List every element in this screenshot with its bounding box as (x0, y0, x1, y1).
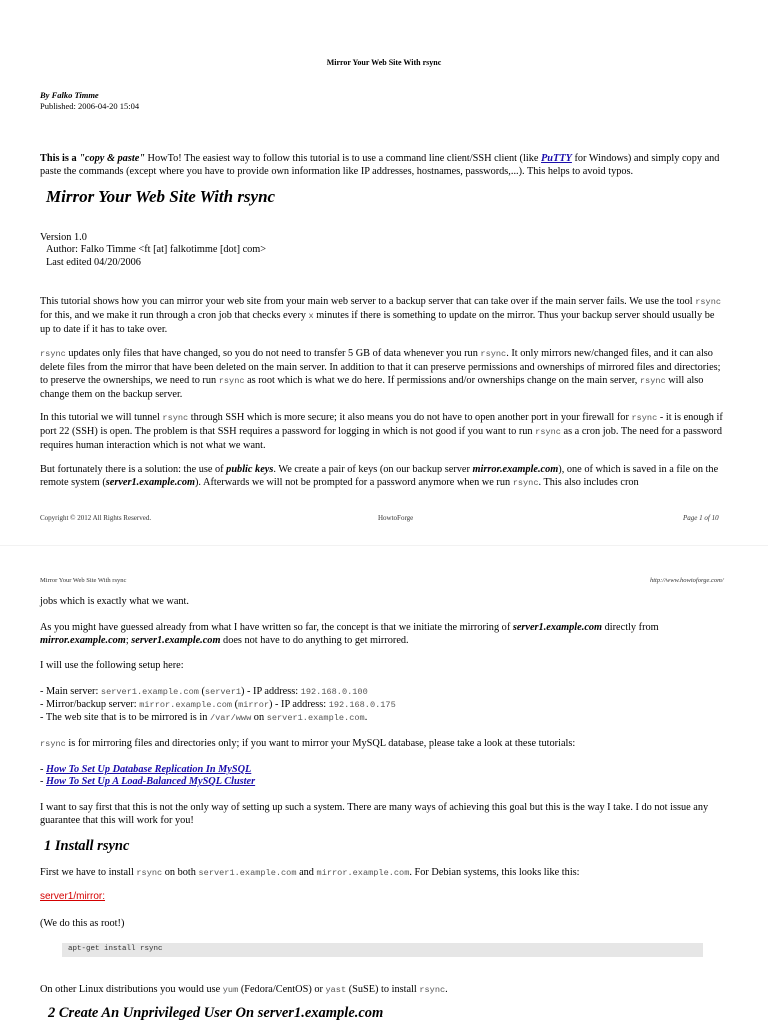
page-header-title: Mirror Your Web Site With rsync (326, 58, 442, 67)
main-title: Mirror Your Web Site With rsync (46, 187, 276, 206)
command-text: apt-get install rsync (68, 945, 163, 953)
as-root-note: (We do this as root!) (40, 918, 125, 929)
paragraph-4: But fortunately there is a solution: the use of public keys. We create a pair of keys (on our backup server mirror.example.com), one of which is saved in a file on the remote system (server1.example.com). Afterwards we will not be prompted for a password anymore when we run rsync. This also includes cron (40, 464, 719, 488)
link-mysql-cluster[interactable]: How To Set Up A Load-Balanced MySQL Cluster (46, 776, 256, 787)
code-rsync: rsync (695, 297, 722, 307)
paragraph-5: As you might have guessed already from what I have written so far, the concept is that we initiate the mirroring of server1.example.com directly from mirror.example.com; server1.example.com does not have to do anything to get mirrored. (40, 622, 659, 646)
footer-page-number: Page 1 of 10 (683, 514, 719, 522)
intro-text-2: for Windows) and simply copy and paste the commands (except where you have to provide own information like IP addresses, hostnames, passwords,...). This helps to avoid typos. (40, 153, 720, 177)
section-1-title: 1 Install rsync (44, 838, 130, 854)
code-block (62, 943, 703, 957)
copy-paste-emphasis: "copy & paste" (79, 153, 145, 164)
footer-copyright: Copyright © 2012 All Rights Reserved. (40, 514, 152, 522)
setup-line-main: - Main server: server1.example.com (server1) - IP address: 192.168.0.100 (40, 686, 368, 697)
continued-text: jobs which is exactly what we want. (40, 596, 189, 607)
paragraph-6: rsync is for mirroring files and directories only; if you want to mirror your MySQL database, please take a look at these tutorials: (40, 738, 576, 749)
paragraph-3: In this tutorial we will tunnel rsync through SSH which is more secure; it also means you do not have to open another port in your firewall for rsync - it is enough if port 22 (SSH) is open. The problem is that SSH requires a password for logging in which is not good if you want to run rsync as a cron job. The need for a password requires human interaction which is not what we want. (40, 412, 723, 451)
published-date: Published: 2006-04-20 15:04 (40, 101, 140, 111)
paragraph-2: rsync updates only files that have changed, so you do not need to transfer 5 GB of data whenever you run rsync. It only mirrors new/changed files, and it can also delete files from the mirror that have been deleted on the main server. In addition to that it can preserve permissions and ownerships of mirrored files and directories; to preserve the ownerships, we need to run rsync as root which is what we do here. If permissions and/or ownerships change on the main server, rsync will also change them on the backup server. (40, 348, 721, 400)
putty-link[interactable]: PuTTY (541, 153, 572, 164)
footer-site: HowtoForge (378, 514, 414, 522)
page2-header-right: http://www.howtoforge.com/ (650, 577, 724, 584)
server-label: server1/mirror: (40, 891, 106, 902)
paragraph-1: This tutorial shows how you can mirror your web site from your main web server to a backup server that can take over if the main server fails. We use the tool rsync for this, and we make it run through a cron job that checks every x minutes if there is something to update on the mirror. Thus your backup server should usually be up to date if it has to take over. (40, 296, 722, 335)
page-break (0, 545, 768, 546)
link-database-replication[interactable]: How To Set Up Database Replication In MySQL (46, 764, 252, 775)
setup-intro: I will use the following setup here: (40, 660, 184, 671)
author: Author: Falko Timme <ft [at] falkotimme [dot] com> (46, 244, 267, 255)
tutorial-link-1: - How To Set Up Database Replication In MySQL (40, 764, 252, 775)
paragraph-7: First we have to install rsync on both server1.example.com and mirror.example.com. For Debian systems, this looks like this: (40, 867, 580, 878)
page2-header-left: Mirror Your Web Site With rsync (40, 577, 127, 584)
setup-line-website: - The web site that is to be mirrored is in /var/www on server1.example.com. (40, 712, 368, 723)
setup-line-mirror: - Mirror/backup server: mirror.example.com (mirror) - IP address: 192.168.0.175 (40, 699, 396, 710)
intro-paragraph (40, 152, 726, 178)
paragraph-8: On other Linux distributions you would use yum (Fedora/CentOS) or yast (SuSE) to install rsync. (40, 984, 448, 995)
section-2-title: 2 Create An Unprivileged User On server1.example.com (48, 1005, 384, 1021)
last-edited: Last edited 04/20/2006 (46, 257, 141, 268)
code-x: x (308, 311, 314, 321)
version: Version 1.0 (40, 232, 87, 243)
intro-bold: This is a (40, 153, 77, 164)
tutorial-link-2: - How To Set Up A Load-Balanced MySQL Cluster (40, 776, 256, 787)
byline: By Falko Timme (40, 90, 99, 100)
intro-text: HowTo! The easiest way to follow this tutorial is to use a command line client/SSH client (like (144, 153, 542, 164)
disclaimer: I want to say first that this is not the only way of setting up such a system. There are many ways of achieving this goal but this is the way I take. I do not issue any guarantee that this will work for you! (40, 802, 709, 826)
